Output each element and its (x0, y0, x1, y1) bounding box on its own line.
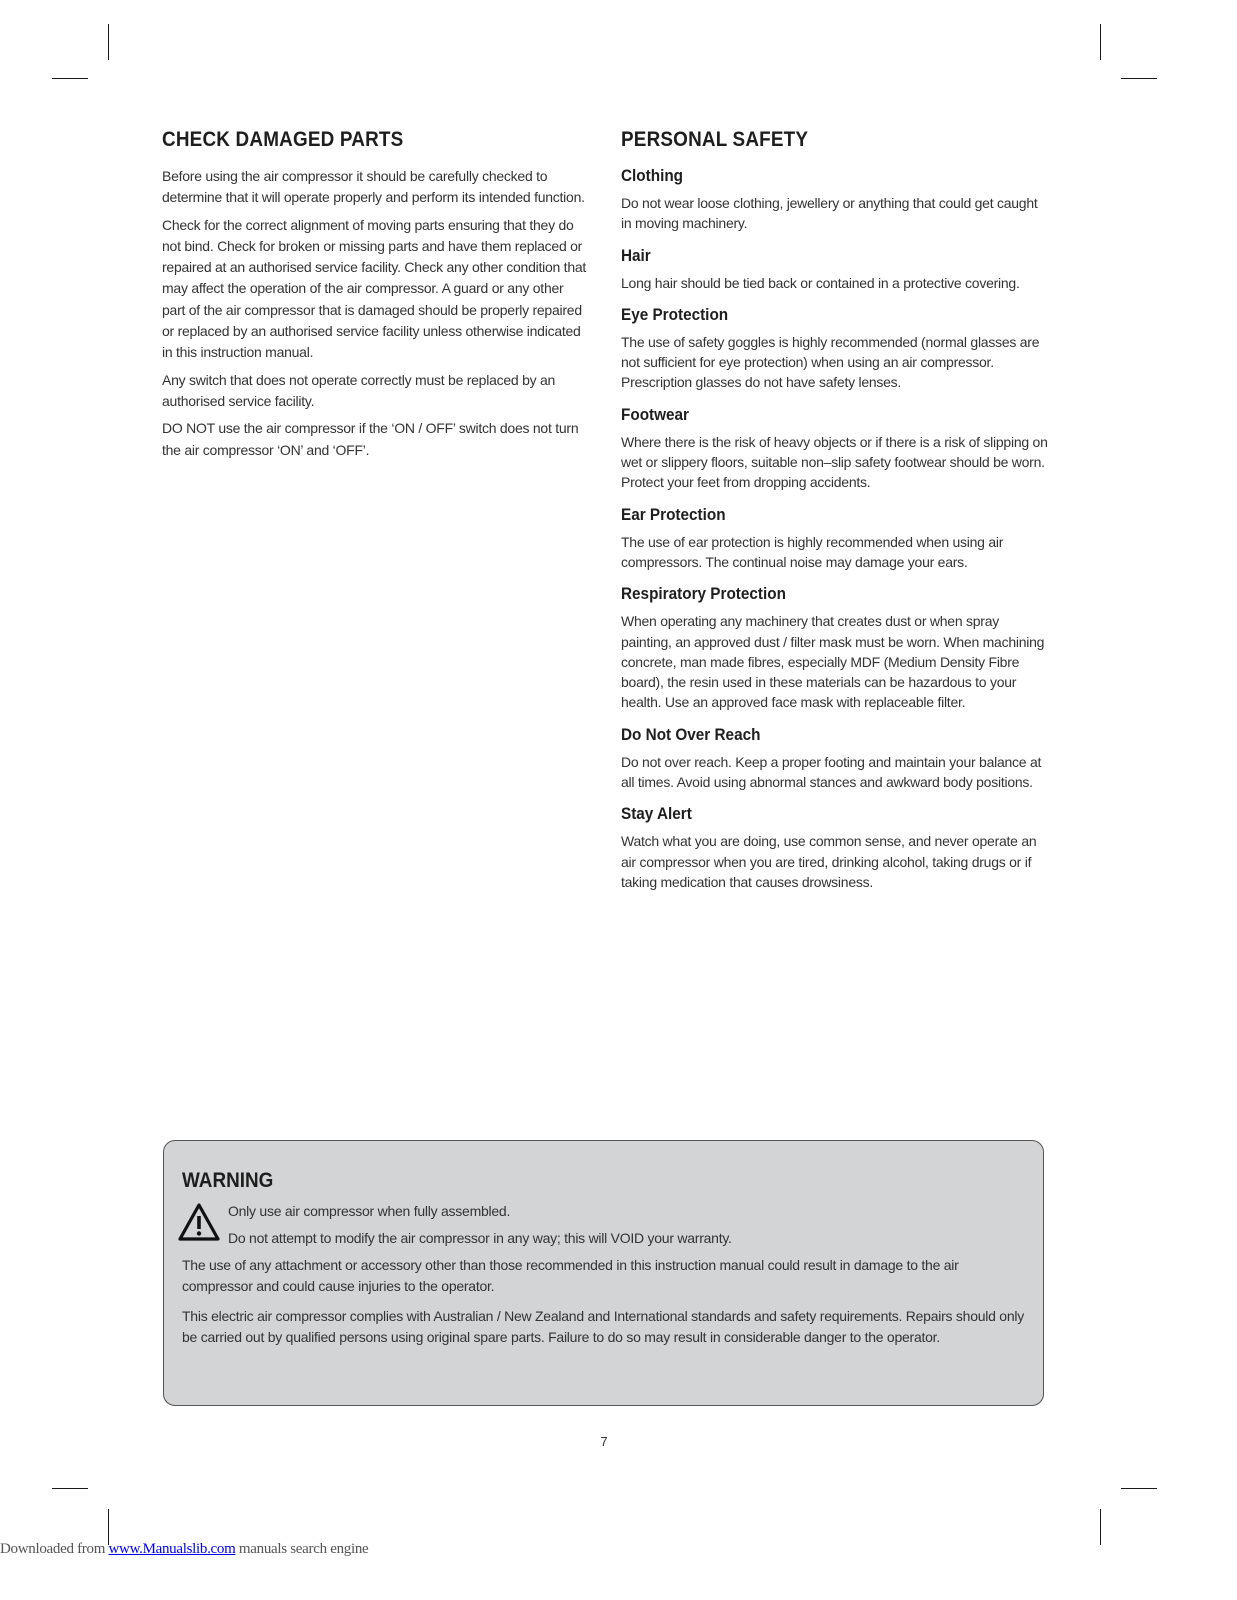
crop-mark (52, 1488, 88, 1489)
crop-mark (1100, 1509, 1101, 1545)
paragraph: Do not over reach. Keep a proper footing and maintain your balance at all times. Avoid using abnormal stances and awkward body positions. (621, 753, 1042, 791)
crop-mark (52, 78, 88, 79)
crop-mark (1121, 1488, 1157, 1489)
subheading-stay-alert: Stay Alert (621, 804, 692, 824)
download-footer (0, 1541, 368, 1558)
manualslib-link[interactable]: www.Manualslib.com (108, 1541, 236, 1557)
paragraph: Long hair should be tied back or contained in a protective covering. (621, 274, 1020, 291)
crop-mark (108, 24, 109, 60)
paragraph: Any switch that does not operate correctly must be replaced by an authorised service facility. (162, 371, 556, 409)
paragraph: Watch what you are doing, use common sense, and never operate an air compressor when you are tired, drinking alcohol, taking drugs or if taking medication that causes drowsiness. (621, 833, 1037, 890)
warning-paragraph: The use of any attachment or accessory other than those recommended in this instruction manual could result in damage to the air compressor and could cause injuries to the operator. (182, 1257, 959, 1295)
warning-line: Only use air compressor when fully assembled. (228, 1203, 511, 1219)
subheading-footwear: Footwear (621, 404, 690, 424)
section-title: CHECK DAMAGED PARTS (162, 128, 404, 151)
check-damaged-parts-section (162, 128, 590, 467)
paragraph: Check for the correct alignment of moving parts ensuring that they do not bind. Check for broken or missing parts and have them replaced or repaired at an authorised service facility. Check any other condition that may affect the operation of the air compressor. A guard or any other part of the air compressor that is damaged should be properly repaired or replaced by an authorised service facility unless otherwise indicated in this instruction manual. (162, 216, 587, 361)
subheading-clothing: Clothing (621, 166, 684, 185)
crop-mark (108, 1509, 109, 1545)
footer-suffix: manuals search engine (238, 1541, 369, 1557)
warning-box (163, 1140, 1044, 1406)
warning-paragraph: This electric air compressor complies with Australian / New Zealand and International standards and safety requirements. Repairs should only be carried out by qualified persons using original spare parts. Failure to do so may result in considerable danger to the operator. (182, 1307, 1024, 1345)
warning-title: WARNING (182, 1169, 274, 1192)
paragraph: Before using the air compressor it should be carefully checked to determine that it will operate properly and perform its intended function. (162, 168, 585, 206)
subheading-respiratory-protection: Respiratory Protection (621, 584, 786, 604)
paragraph: Do not wear loose clothing, jewellery or anything that could get caught in moving machinery. (621, 195, 1038, 232)
paragraph: Where there is the risk of heavy objects or if there is a risk of slipping on wet or slippery floors, suitable non–slip safety footwear should be worn. Protect your feet from dropping accidents. (621, 433, 1048, 491)
footer-prefix: Downloaded from (0, 1541, 106, 1557)
warning-icon-row (182, 1201, 1025, 1249)
page-number: 7 (600, 1434, 608, 1449)
subheading-hair: Hair (621, 245, 651, 265)
section-title: PERSONAL SAFETY (621, 128, 809, 151)
personal-safety-section (621, 128, 1051, 896)
paragraph: When operating any machinery that creates dust or when spray painting, an approved dust / filter mask must be worn. When machining concrete, man made fibres, especially MDF (Medium Density Fibre board), the resin used in these materials can be hazardous to your health. Use an approved face mask with replaceable filter. (621, 613, 1045, 711)
warning-triangle-icon (177, 1202, 221, 1242)
crop-mark (1100, 24, 1101, 60)
subheading-ear-protection: Ear Protection (621, 504, 726, 524)
paragraph: DO NOT use the air compressor if the ‘ON / OFF’ switch does not turn the air compressor ‘ON’ and ‘OFF’. (162, 420, 579, 458)
paragraph: The use of ear protection is highly recommended when using air compressors. The continual noise may damage your ears. (621, 533, 1004, 570)
crop-mark (1121, 78, 1157, 79)
warning-line: Do not attempt to modify the air compressor in any way; this will VOID your warranty. (228, 1230, 732, 1246)
subheading-eye-protection: Eye Protection (621, 304, 729, 324)
paragraph: The use of safety goggles is highly recommended (normal glasses are not sufficient for eye protection) when using an air compressor. Prescription glasses do not have safety lenses. (621, 333, 1040, 391)
subheading-do-not-over-reach: Do Not Over Reach (621, 724, 761, 744)
